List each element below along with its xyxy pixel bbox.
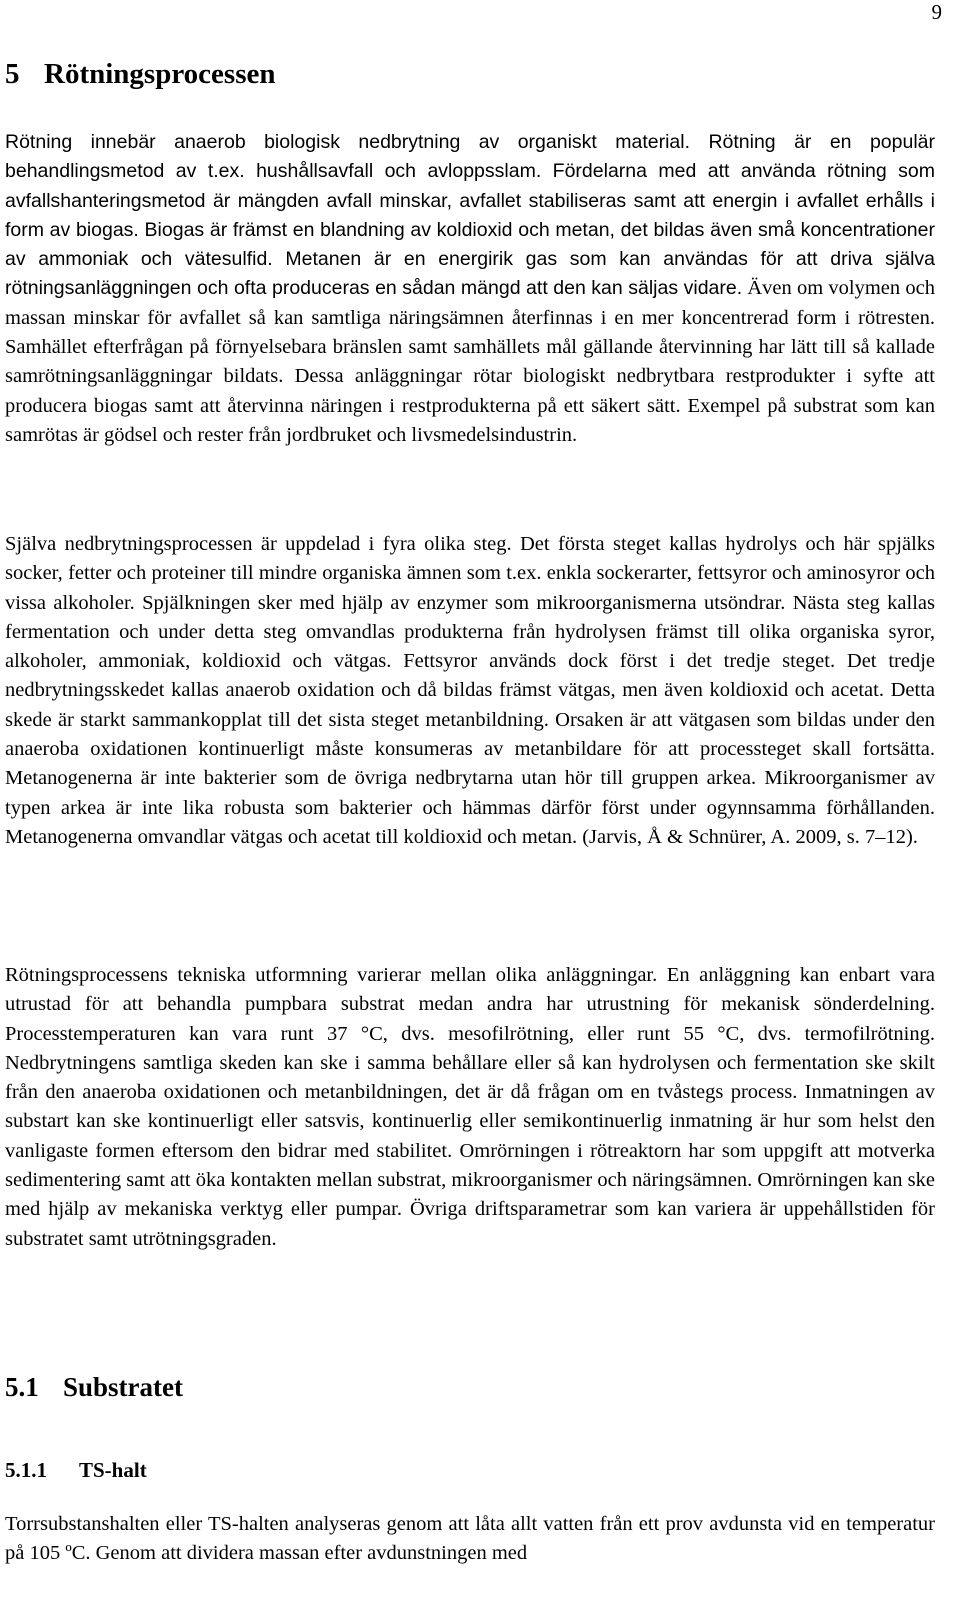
subsubsection-title: TS-halt	[79, 1458, 147, 1482]
subsubsection-number: 5.1.1	[5, 1458, 47, 1482]
section-number: 5	[5, 58, 20, 90]
section-title: Rötningsprocessen	[44, 58, 276, 90]
paragraph-ts-halt	[5, 1510, 935, 1569]
paragraph-intro-sans-run: Rötning innebär anaerob biologisk nedbrytning av organiskt material. Rötning är en populär behandlingsmetod av t.ex. hushållsavfall och avloppsslam. Fördelarna med att använda rötning som avfallshanteringsmetod är mängden avfall minskar, avfallet stabiliseras samt att energin i avfallet erhålls i form av biogas. Biogas är främst en blandning av koldioxid och metan, det bildas även små koncentrationer av ammoniak och vätesulfid. Metanen är en energirik gas som kan användas för att driva själva rötningsanläggningen och ofta produceras en sådan mängd att den kan säljas vidare.	[5, 131, 935, 300]
paragraph-process-steps-text: Själva nedbrytningsprocessen är uppdelad i fyra olika steg. Det första steget kallas hydrolys och här spjälks socker, fetter och proteiner till mindre organiska ämnen som t.ex. enkla sockerarter, fettsyror och aminosyror och vissa alkoholer. Spjälkningen sker med hjälp av enzymer som mikroorganismerna utsöndrar. Nästa steg kallas fermentation och under detta steg omvandlas produkterna från hydrolysen främst till olika organiska syror, alkoholer, ammoniak, koldioxid och vätgas. Fettsyror används dock först i det tredje steget. Det tredje nedbrytningsskedet kallas anaerob oxidation och då bildas främst vätgas, men även koldioxid och acetat. Detta skede är starkt sammankopplat till det sista steget metanbildning. Orsaken är att vätgasen som bildas under den anaeroba oxidationen kontinuerligt måste konsumeras av metanbildare för att processteget skall fortsätta. Metanogenerna är inte bakterier som de övriga nedbrytarna utan hör till gruppen arkea. Mikroorganismer av typen arkea är inte lika robusta som bakterier och hämmas därför först under ogynnsamma förhållanden. Metanogenerna omvandlar vätgas och acetat till koldioxid och metan. (Jarvis, Å & Schnürer, A. 2009, s. 7‒12).	[5, 533, 935, 848]
subsection-heading	[5, 1370, 183, 1404]
paragraph-intro-serif-run: Även om volymen och massan minskar för avfallet så kan samtliga näringsämnen återfinnas i en mer koncentrerad form i rötresten. Samhället efterfrågan på förnyelsebara bränslen samt samhällets mål gällande återvinning har lätt till så kallade samrötningsanläggningar bildats. Dessa anläggningar rötar biologiskt nedbrytbara restprodukter i syfte att producera biogas samt att återvinna näringen i restprodukterna på ett säkert sätt. Exempel på substrat som kan samrötas är gödsel och rester från jordbruket och livsmedelsindustrin.	[5, 277, 935, 446]
paragraph-ts-halt-text: Torrsubstanshalten eller TS-halten analyseras genom att låta allt vatten från ett prov avdunsta vid en temperatur på 105 ºC. Genom att dividera massan efter avdunstningen med	[5, 1513, 935, 1565]
paragraph-process-steps	[5, 530, 935, 852]
paragraph-intro	[5, 128, 935, 450]
paragraph-technical-design-text: Rötningsprocessens tekniska utformning varierar mellan olika anläggningar. En anläggning kan enbart vara utrustad för att behandla pumpbara substrat medan andra har utrustning för mekanisk sönderdelning. Processtemperaturen kan vara runt 37 °C, dvs. mesofilrötning, eller runt 55 °C, dvs. termofilrötning. Nedbrytningens samtliga skeden kan ske i samma behållare eller så kan hydrolysen och fermentation ske skilt från den anaeroba oxidationen och metanbildningen, det är då frågan om en tvåstegs process. Inmatningen av substart kan ske kontinuerligt eller satsvis, kontinuerlig eller semikontinuerlig inmatning är hur som helst den vanligaste formen eftersom den bidrar med stabilitet. Omrörningen i rötreaktorn har som uppgift att motverka sedimentering samt att öka kontakten mellan substrat, mikroorganismer och näringsämnen. Omrörningen kan ske med hjälp av mekaniska verktyg eller pumpar. Övriga driftsparametrar som kan variera är uppehållstiden för substratet samt utrötningsgraden.	[5, 964, 935, 1250]
section-heading	[5, 56, 276, 92]
paragraph-technical-design	[5, 961, 935, 1254]
subsubsection-heading	[5, 1456, 147, 1484]
subsection-number: 5.1	[5, 1372, 39, 1402]
page-number: 9	[931, 0, 942, 24]
subsection-title: Substratet	[63, 1372, 183, 1402]
